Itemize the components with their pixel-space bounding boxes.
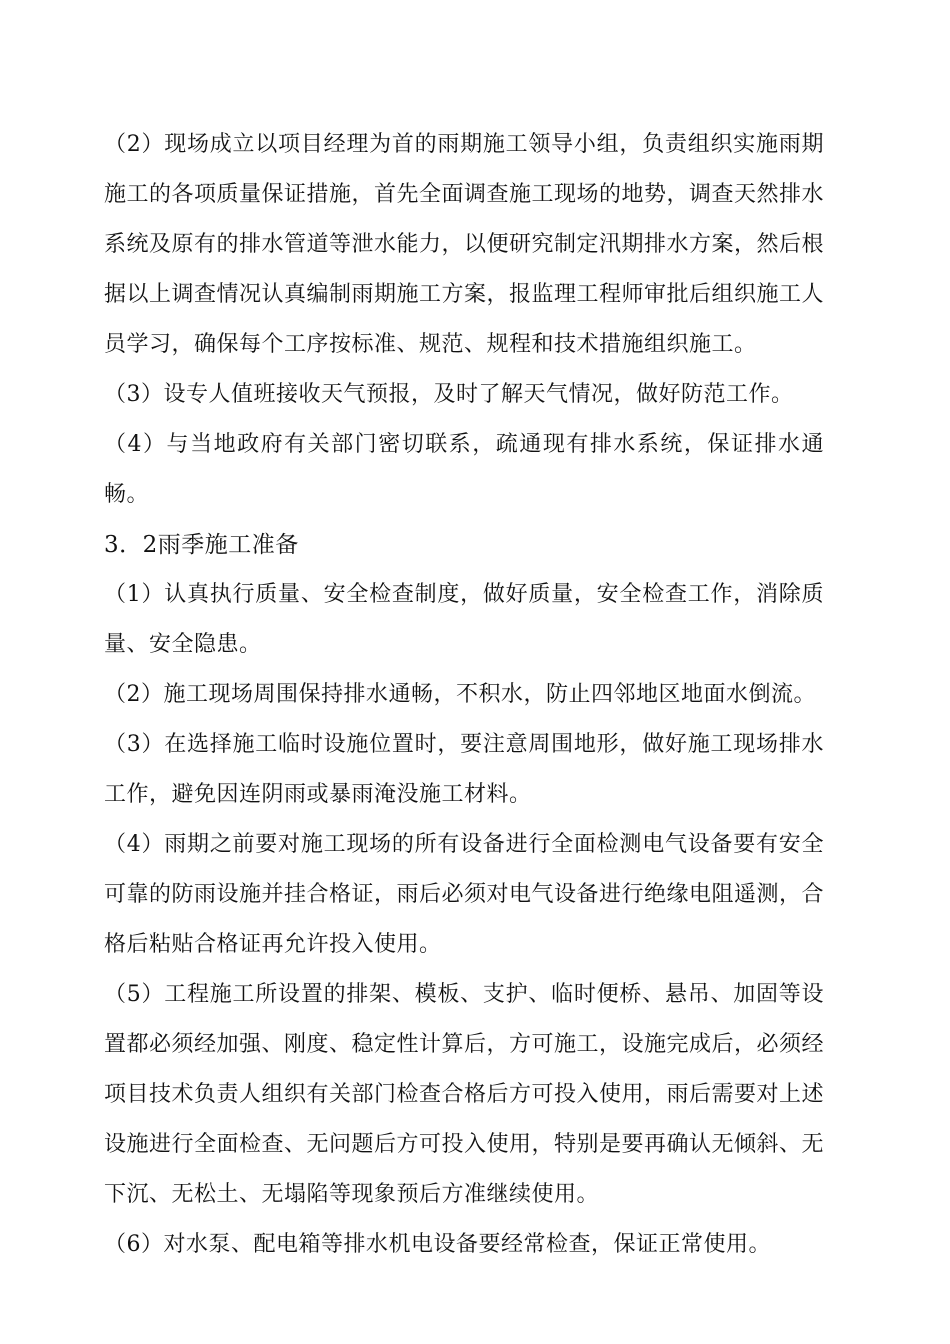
paragraph-1-quality-safety: （1）认真执行质量、安全检查制度，做好质量，安全检查工作，消除质量、安全隐患。 — [104, 582, 824, 657]
paragraph-3-temporary-facilities: （3）在选择施工临时设施位置时，要注意周围地形，做好施工现场排水工作，避免因连阴雨或暴雨淹没施工材料。 — [104, 732, 824, 807]
paragraph-4-equipment-inspection: （4）雨期之前要对施工现场的所有设备进行全面检测电气设备要有安全可靠的防雨设施并挂合格证，雨后必须对电气设备进行绝缘电阻遥测，合格后粘贴合格证再允许投入使用。 — [104, 832, 825, 957]
section-heading: 3．2雨季施工准备 — [104, 532, 299, 558]
paragraph-5-structural-checks: （5）工程施工所设置的排架、模板、支护、临时便桥、悬吊、加固等设置都必须经加强、刚度、稳定性计算后，方可施工，设施完成后，必须经项目技术负责人组织有关部门检查合格后方可投入使用，雨后需要对上述设施进行全面检查、无问题后方可投入使用，特别是要再确认无倾斜、无下沉、无松土、无塌陷等现象预后方准继续使用。 — [104, 982, 825, 1207]
paragraph-4-government-liaison: （4）与当地政府有关部门密切联系，疏通现有排水系统，保证排水通畅。 — [104, 432, 824, 507]
paragraph-6-pump-maintenance: （6）对水泵、配电箱等排水机电设备要经常检查，保证正常使用。 — [104, 1232, 771, 1257]
document-body — [104, 120, 824, 1270]
paragraph-3-weather-forecast: （3）设专人值班接收天气预报，及时了解天气情况，做好防范工作。 — [104, 382, 794, 407]
paragraph-2-drainage: （2）施工现场周围保持排水通畅，不积水，防止四邻地区地面水倒流。 — [104, 682, 816, 707]
paragraph-2-rain-leadership: （2）现场成立以项目经理为首的雨期施工领导小组，负责组织实施雨期施工的各项质量保证措施，首先全面调查施工现场的地势，调查天然排水系统及原有的排水管道等泄水能力，以便研究制定汛期排水方案，然后根据以上调查情况认真编制雨期施工方案，报监理工程师审批后组织施工人员学习，确保每个工序按标准、规范、规程和技术措施组织施工。 — [104, 132, 825, 357]
